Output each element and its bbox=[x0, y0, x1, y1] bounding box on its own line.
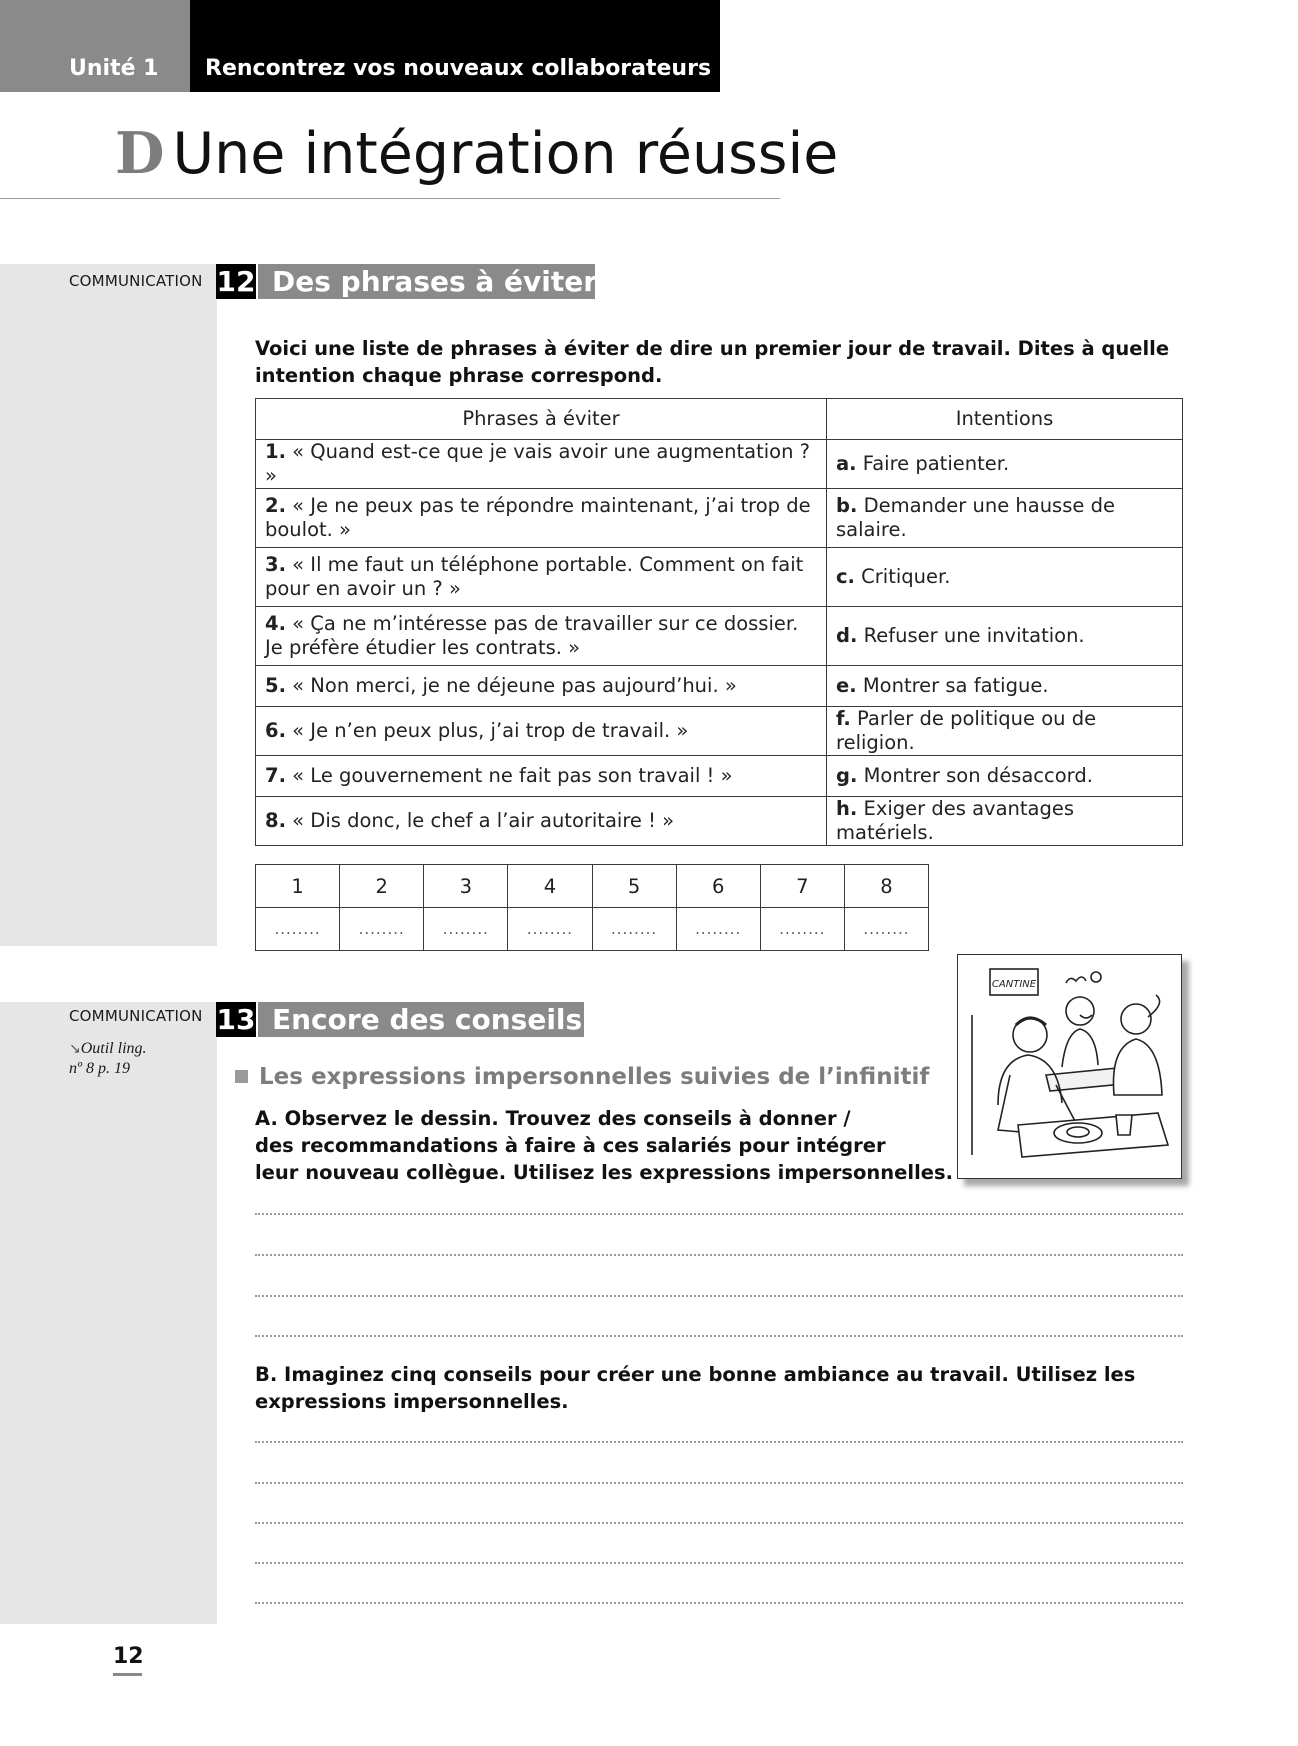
answer-number: 3 bbox=[424, 865, 508, 908]
intention-cell bbox=[827, 707, 1183, 756]
intention-letter: b. bbox=[836, 494, 858, 517]
answer-blank-row bbox=[256, 908, 929, 951]
answer-line[interactable] bbox=[255, 1295, 1183, 1297]
phrase-text: « Il me faut un téléphone portable. Comment on fait pour en avoir un ? » bbox=[265, 553, 804, 600]
answer-blank[interactable]: ........ bbox=[508, 908, 592, 951]
section-title bbox=[115, 120, 839, 187]
answer-number: 4 bbox=[508, 865, 592, 908]
answer-number: 8 bbox=[844, 865, 928, 908]
phrase-number: 5. bbox=[265, 674, 286, 697]
intention-letter: c. bbox=[836, 565, 855, 588]
answer-number: 1 bbox=[256, 865, 340, 908]
phrases-table bbox=[255, 398, 1183, 846]
reference-line-1: Outil ling. bbox=[80, 1040, 147, 1057]
intention-letter: e. bbox=[836, 674, 857, 697]
phrase-text: « Je ne peux pas te répondre maintenant, j’ai trop de boulot. » bbox=[265, 494, 811, 541]
exercise-13-category: COMMUNICATION bbox=[69, 1007, 203, 1025]
exercise-13-subheading bbox=[235, 1064, 929, 1090]
intention-cell bbox=[827, 607, 1183, 666]
answer-line[interactable] bbox=[255, 1602, 1183, 1604]
phrase-number: 7. bbox=[265, 764, 286, 787]
intention-text: Refuser une invitation. bbox=[857, 624, 1085, 647]
part-a-line: des recommandations à faire à ces salariés pour intégrer bbox=[255, 1134, 886, 1157]
intention-cell bbox=[827, 666, 1183, 707]
phrase-cell bbox=[256, 756, 827, 797]
table-row bbox=[256, 707, 1183, 756]
intention-cell bbox=[827, 440, 1183, 489]
phrase-text: « Je n’en peux plus, j’ai trop de travail. » bbox=[285, 719, 689, 742]
exercise-13-reference bbox=[69, 1039, 147, 1079]
arrow-down-right-icon: ↘ bbox=[69, 1041, 81, 1057]
answer-number: 7 bbox=[760, 865, 844, 908]
answer-number: 2 bbox=[340, 865, 424, 908]
side-panel-exercise-13 bbox=[0, 1002, 217, 1624]
intention-text: Faire patienter. bbox=[856, 452, 1010, 475]
page-number-underline bbox=[113, 1673, 142, 1676]
section-title-text: Une intégration réussie bbox=[172, 121, 839, 187]
column-header-phrases: Phrases à éviter bbox=[256, 399, 827, 440]
answer-line[interactable] bbox=[255, 1213, 1183, 1215]
exercise-12-category: COMMUNICATION bbox=[69, 272, 203, 290]
reference-line-2: nº 8 p. 19 bbox=[69, 1060, 130, 1077]
intention-text: Montrer son désaccord. bbox=[857, 764, 1093, 787]
part-a-line: A. Observez le dessin. Trouvez des conseils à donner / bbox=[255, 1107, 851, 1130]
unit-label: Unité 1 bbox=[69, 56, 159, 81]
phrase-number: 1. bbox=[265, 440, 286, 463]
intention-text: Parler de politique ou de religion. bbox=[836, 707, 1097, 754]
answer-line[interactable] bbox=[255, 1254, 1183, 1256]
answer-blank[interactable]: ........ bbox=[676, 908, 760, 951]
intention-cell bbox=[827, 489, 1183, 548]
intention-letter: f. bbox=[836, 707, 851, 730]
phrase-number: 3. bbox=[265, 553, 286, 576]
intention-cell bbox=[827, 756, 1183, 797]
phrase-text: « Quand est-ce que je vais avoir une augmentation ? » bbox=[265, 440, 810, 487]
phrase-number: 4. bbox=[265, 612, 286, 635]
phrase-cell bbox=[256, 548, 827, 607]
table-row bbox=[256, 797, 1183, 846]
intention-letter: a. bbox=[836, 452, 857, 475]
answer-blank[interactable]: ........ bbox=[340, 908, 424, 951]
phrase-number: 6. bbox=[265, 719, 286, 742]
phrase-cell bbox=[256, 489, 827, 548]
phrase-text: « Dis donc, le chef a l’air autoritaire ! » bbox=[285, 809, 675, 832]
subheading-text: Les expressions impersonnelles suivies de l’infinitif bbox=[259, 1064, 930, 1090]
exercise-13-title: Encore des conseils bbox=[258, 1002, 584, 1037]
answer-line[interactable] bbox=[255, 1562, 1183, 1564]
side-panel-exercise-12 bbox=[0, 264, 217, 946]
exercise-13-part-a bbox=[255, 1105, 955, 1186]
answer-blank[interactable]: ........ bbox=[760, 908, 844, 951]
intention-text: Demander une hausse de salaire. bbox=[836, 494, 1115, 541]
phrase-cell bbox=[256, 707, 827, 756]
answer-blank[interactable]: ........ bbox=[592, 908, 676, 951]
phrase-cell bbox=[256, 440, 827, 489]
answer-blank[interactable]: ........ bbox=[844, 908, 928, 951]
table-row bbox=[256, 440, 1183, 489]
exercise-12-title: Des phrases à éviter bbox=[258, 264, 595, 299]
answer-number-row bbox=[256, 865, 929, 908]
phrase-text: « Le gouvernement ne fait pas son travail ! » bbox=[285, 764, 733, 787]
answer-number: 6 bbox=[676, 865, 760, 908]
phrase-cell bbox=[256, 797, 827, 846]
answer-blank[interactable]: ........ bbox=[424, 908, 508, 951]
section-letter: D bbox=[115, 120, 165, 187]
unit-title: Rencontrez vos nouveaux collaborateurs bbox=[205, 56, 712, 81]
exercise-12-instruction: Voici une liste de phrases à éviter de dire un premier jour de travail. Dites à quelle intention chaque phrase correspond. bbox=[255, 337, 1170, 387]
phrase-text: « Ça ne m’intéresse pas de travailler sur ce dossier. Je préfère étudier les contrats. » bbox=[265, 612, 799, 659]
table-row bbox=[256, 666, 1183, 707]
exercise-12-number: 12 bbox=[216, 265, 256, 298]
page-number: 12 bbox=[113, 1644, 144, 1669]
table-row bbox=[256, 489, 1183, 548]
phrase-number: 2. bbox=[265, 494, 286, 517]
intention-text: Critiquer. bbox=[854, 565, 951, 588]
answer-line[interactable] bbox=[255, 1482, 1183, 1484]
answer-grid bbox=[255, 864, 929, 951]
table-row bbox=[256, 548, 1183, 607]
answer-blank[interactable]: ........ bbox=[256, 908, 340, 951]
phrase-text: « Non merci, je ne déjeune pas aujourd’hui. » bbox=[285, 674, 737, 697]
cartoon-sign-text: CANTINE bbox=[991, 979, 1037, 990]
part-a-line: leur nouveau collègue. Utilisez les expressions impersonnelles. bbox=[255, 1161, 954, 1184]
intention-letter: g. bbox=[836, 764, 858, 787]
exercise-13-number: 13 bbox=[216, 1003, 256, 1036]
cartoon-illustration bbox=[957, 954, 1182, 1179]
table-row bbox=[256, 607, 1183, 666]
intention-letter: d. bbox=[836, 624, 858, 647]
answer-line[interactable] bbox=[255, 1522, 1183, 1524]
phrase-cell bbox=[256, 666, 827, 707]
table-row bbox=[256, 756, 1183, 797]
column-header-intentions: Intentions bbox=[827, 399, 1183, 440]
intention-letter: h. bbox=[836, 797, 858, 820]
intention-cell bbox=[827, 548, 1183, 607]
exercise-13-part-b: B. Imaginez cinq conseils pour créer une bonne ambiance au travail. Utilisez les expressions impersonnelles. bbox=[255, 1363, 1136, 1413]
cartoon-drawing bbox=[958, 955, 1181, 1178]
title-divider bbox=[0, 198, 780, 199]
phrase-number: 8. bbox=[265, 809, 286, 832]
square-bullet-icon bbox=[235, 1070, 248, 1083]
answer-line[interactable] bbox=[255, 1441, 1183, 1443]
intention-text: Montrer sa fatigue. bbox=[856, 674, 1049, 697]
answer-line[interactable] bbox=[255, 1335, 1183, 1337]
answer-number: 5 bbox=[592, 865, 676, 908]
intention-cell bbox=[827, 797, 1183, 846]
intention-text: Exiger des avantages matériels. bbox=[836, 797, 1075, 844]
phrase-cell bbox=[256, 607, 827, 666]
